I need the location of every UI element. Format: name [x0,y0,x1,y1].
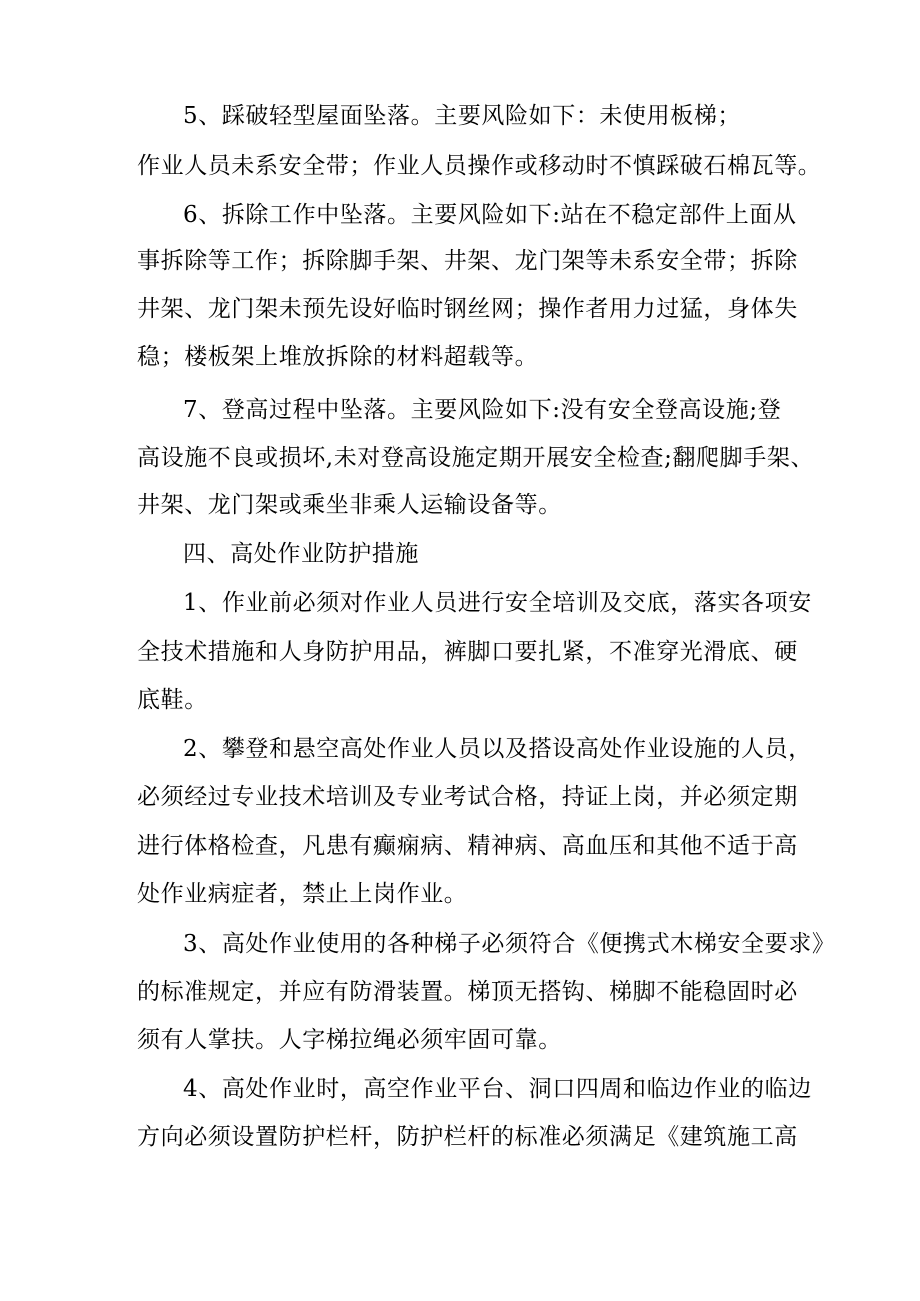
paragraph-6-line-3: 井架、龙门架未预先设好临时钢丝网；操作者用力过猛，身体失 [137,296,798,322]
measure-1-line-2: 全技术措施和人身防护用品，裤脚口要扎紧，不准穿光滑底、硬 [137,639,798,665]
measure-2-line-4: 处作业病症者，禁止上岗作业。 [137,881,468,907]
paragraph-5-line-2: 作业人员未系安全带；作业人员操作或移动时不慎踩破石棉瓦等。 [137,153,822,179]
paragraph-6-line-4: 稳；楼板架上堆放拆除的材料超载等。 [137,344,539,370]
paragraph-6-line-2: 事拆除等工作；拆除脚手架、井架、龙门架等未系安全带；拆除 [137,248,798,274]
paragraph-7-line-2: 高设施不良或损坏,未对登高设施定期开展安全检查;翻爬脚手架、 [137,445,815,471]
paragraph-7-line-1: 7、登高过程中坠落。主要风险如下:没有安全登高设施;登 [183,397,782,423]
measure-2-line-3: 进行体格检查，凡患有癫痫病、精神病、高血压和其他不适于高 [137,833,798,859]
measure-1-line-1: 1、作业前必须对作业人员进行安全培训及交底，落实各项安 [183,590,812,616]
paragraph-5-line-1: 5、踩破轻型屋面坠落。主要风险如下：未使用板梯； [183,103,742,129]
measure-4-line-1: 4、高处作业时，高空作业平台、洞口四周和临边作业的临边 [183,1076,812,1102]
measure-3-line-2: 的标准规定，并应有防滑装置。梯顶无搭钩、梯脚不能稳固时必 [137,979,798,1005]
measure-4-line-2: 方向必须设置防护栏杆，防护栏杆的标准必须满足《建筑施工高 [137,1124,798,1150]
paragraph-7-line-3: 井架、龙门架或乘坐非乘人运输设备等。 [137,492,562,518]
measure-3-line-1: 3、高处作业使用的各种梯子必须符合《便携式木梯安全要求》 [183,931,836,957]
section-heading: 四、高处作业防护措施 [183,541,419,567]
measure-1-line-3: 底鞋。 [137,687,208,713]
measure-2-line-1: 2、攀登和悬空高处作业人员以及搭设高处作业设施的人员， [183,736,812,762]
measure-3-line-3: 须有人掌扶。人字梯拉绳必须牢固可靠。 [137,1027,562,1053]
paragraph-6-line-1: 6、拆除工作中坠落。主要风险如下:站在不稳定部件上面从 [183,202,797,228]
measure-2-line-2: 必须经过专业技术培训及专业考试合格，持证上岗，并必须定期 [137,784,798,810]
